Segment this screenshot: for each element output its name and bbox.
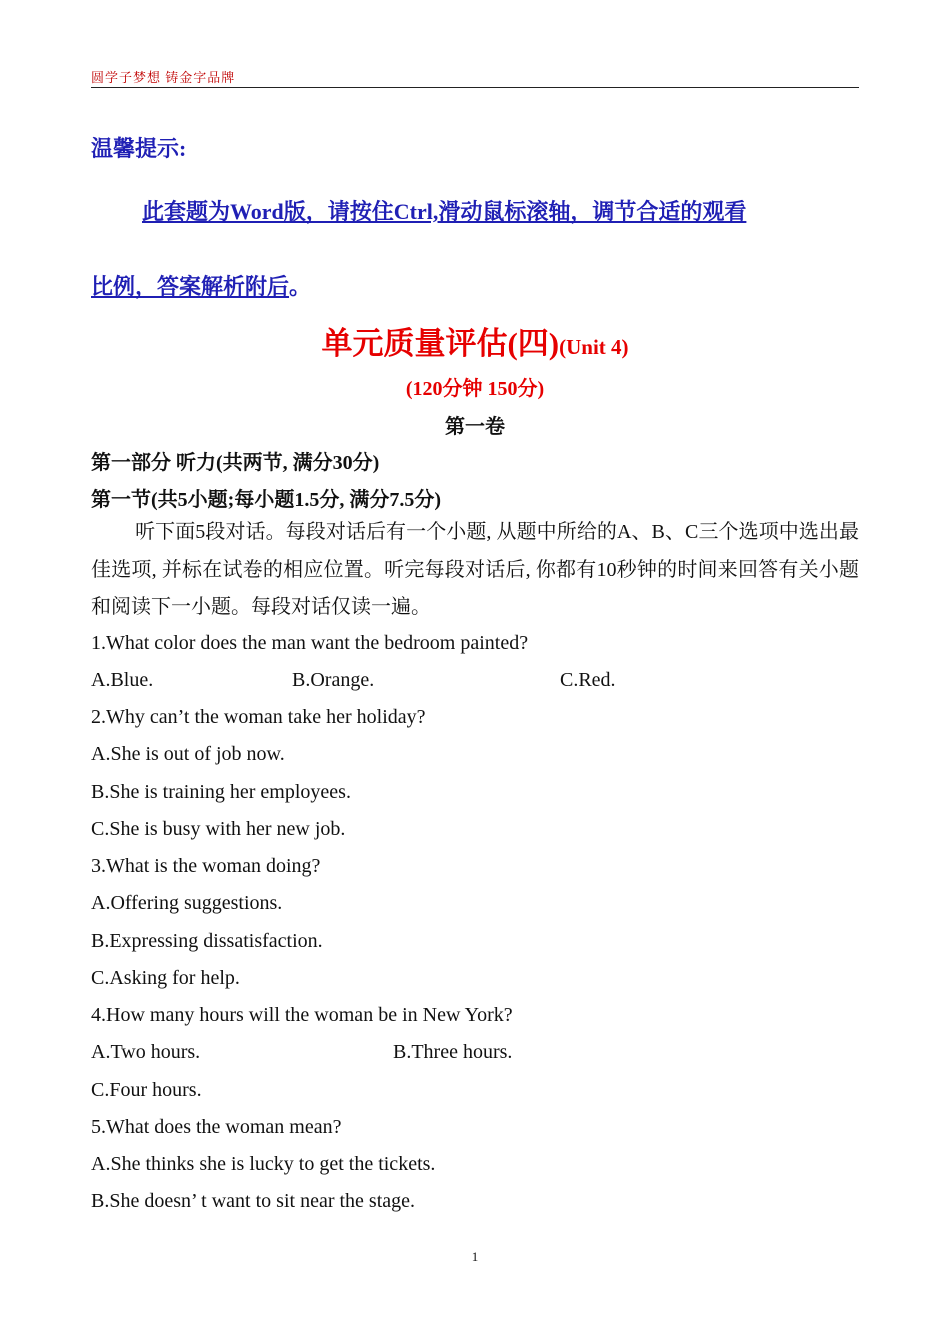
- page-title: [0, 318, 950, 363]
- tip-line-2: [91, 270, 311, 301]
- header-slogan: 圆学子梦想 铸金字品牌: [91, 70, 236, 85]
- page-title-zh: 单元质量评估(四): [321, 326, 560, 361]
- question-2-option-a: A.She is out of job now.: [91, 743, 285, 765]
- question-4-option-a: A.Two hours.: [91, 1041, 201, 1063]
- question-5-option-a: A.She thinks she is lucky to get the tickets.: [91, 1153, 436, 1175]
- header-divider: [91, 87, 859, 88]
- tip-line-2-end: 。: [289, 274, 312, 299]
- question-3-option-a: A.Offering suggestions.: [91, 892, 283, 914]
- page-title-en: (Unit 4): [559, 335, 629, 359]
- question-5-stem: 5.What does the woman mean?: [91, 1116, 342, 1138]
- page-subtitle: (120分钟 150分): [405, 378, 545, 400]
- question-1-option-c: C.Red.: [560, 669, 616, 691]
- volume-title: 第一卷: [445, 416, 505, 438]
- question-1-stem: 1.What color does the man want the bedroom painted?: [91, 632, 529, 654]
- subsection-heading: 第一节(共5小题;每小题1.5分, 满分7.5分): [91, 489, 441, 511]
- question-3-option-c: C.Asking for help.: [91, 967, 240, 989]
- page-number: 1: [471, 1249, 479, 1264]
- question-4-option-c: C.Four hours.: [91, 1079, 202, 1101]
- instructions: [91, 514, 859, 627]
- tip-line-2-underlined: 比例，答案解析附后: [91, 274, 290, 299]
- question-3-stem: 3.What is the woman doing?: [91, 855, 321, 877]
- question-1-option-a: A.Blue.: [91, 669, 154, 691]
- question-2-option-b: B.She is training her employees.: [91, 781, 351, 803]
- question-2-stem: 2.Why can’t the woman take her holiday?: [91, 706, 426, 728]
- tip-title: 温馨提示:: [91, 136, 187, 161]
- instructions-text: 听下面5段对话。每段对话后有一个小题, 从题中所给的A、B、C三个选项中选出最佳选项, 并标在试卷的相应位置。听完每段对话后, 你都有10秒钟的时间来回答有关小题和阅读下一小题。每段对话仅读一遍。: [91, 521, 859, 618]
- question-1-option-b: B.Orange.: [292, 669, 375, 691]
- part-heading: 第一部分 听力(共两节, 满分30分): [91, 452, 380, 474]
- question-2-option-c: C.She is busy with her new job.: [91, 818, 346, 840]
- tip-line-1: 此套题为Word版，请按住Ctrl,滑动鼠标滚轴，调节合适的观看: [142, 199, 747, 224]
- question-5-option-b: B.She doesn’ t want to sit near the stage.: [91, 1190, 416, 1212]
- question-4-stem: 4.How many hours will the woman be in New York?: [91, 1004, 513, 1026]
- question-4-option-b: B.Three hours.: [393, 1041, 513, 1063]
- question-3-option-b: B.Expressing dissatisfaction.: [91, 930, 323, 952]
